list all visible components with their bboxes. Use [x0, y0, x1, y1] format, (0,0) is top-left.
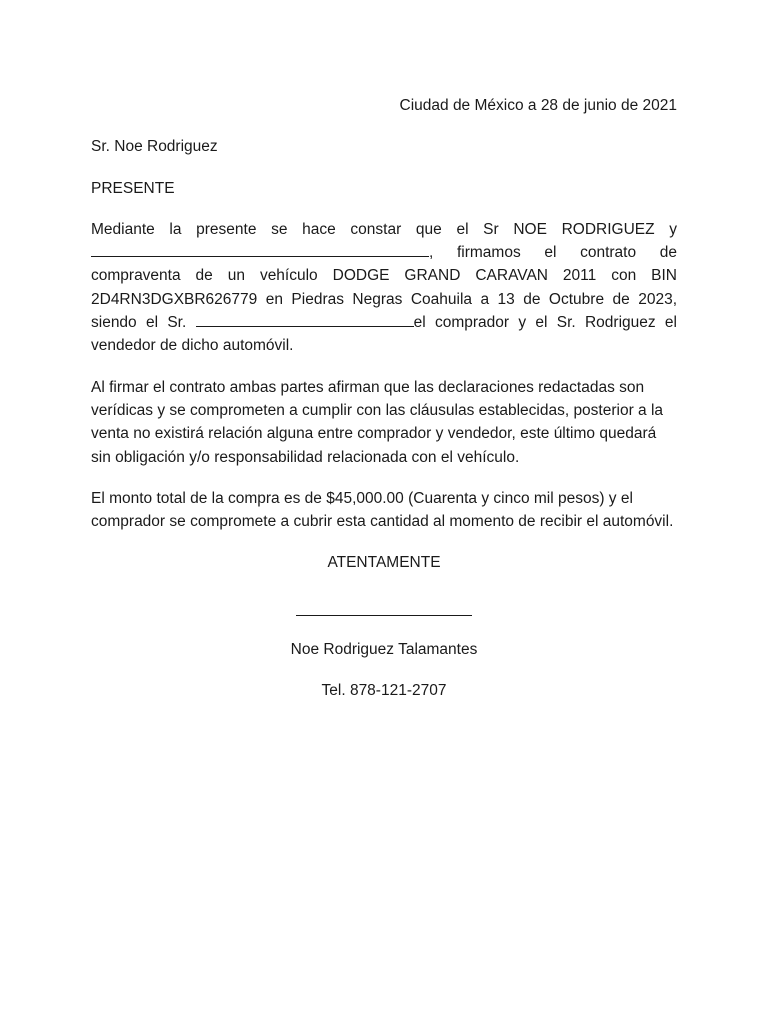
paragraph1-part1: Mediante la presente se hace constar que el Sr NOE RODRIGUEZ y	[91, 220, 677, 238]
date-line: Ciudad de México a 28 de junio de 2021	[399, 97, 677, 114]
paragraph1-part2: , firmamos el contrato de compraventa de un vehículo DODGE GRAND CARAVAN 2011 con BIN 2D4RN3DGXBR626779 en Piedras Negras Coahuila a 13 de Octubre de 2023, siendo el Sr.	[91, 244, 677, 332]
paragraph1-part3: el comprador y el Sr. Rodriguez el vendedor de dicho automóvil.	[91, 314, 677, 355]
phone-number: Tel. 878-121-2707	[321, 682, 447, 700]
recipient-name: Sr. Noe Rodriguez	[91, 138, 218, 156]
payment-paragraph: El monto total de la compra es de $45,000.00 (Cuarenta y cinco mil pesos) y el comprador se compromete a cubrir esta cantidad al momento de recibir el automóvil.	[91, 489, 674, 531]
declarations-paragraph: Al firmar el contrato ambas partes afirman que las declaraciones redactadas son verídicas y se comprometen a cumplir con las cláusulas establecidas, posterior a la venta no existirá relación alguna entre comprador y vendedor, este último quedará sin obligación y/o responsabilidad relacionada con el vehículo.	[91, 378, 664, 466]
signature-line	[296, 593, 472, 616]
closing-word: ATENTAMENTE	[327, 554, 441, 572]
salutation: PRESENTE	[91, 179, 175, 197]
blank-line-buyer-name-2	[196, 311, 414, 327]
letter-body	[91, 94, 677, 702]
signer-name: Noe Rodriguez Talamantes	[290, 640, 478, 658]
contract-paragraph	[91, 218, 677, 358]
blank-line-buyer-name	[91, 241, 429, 257]
